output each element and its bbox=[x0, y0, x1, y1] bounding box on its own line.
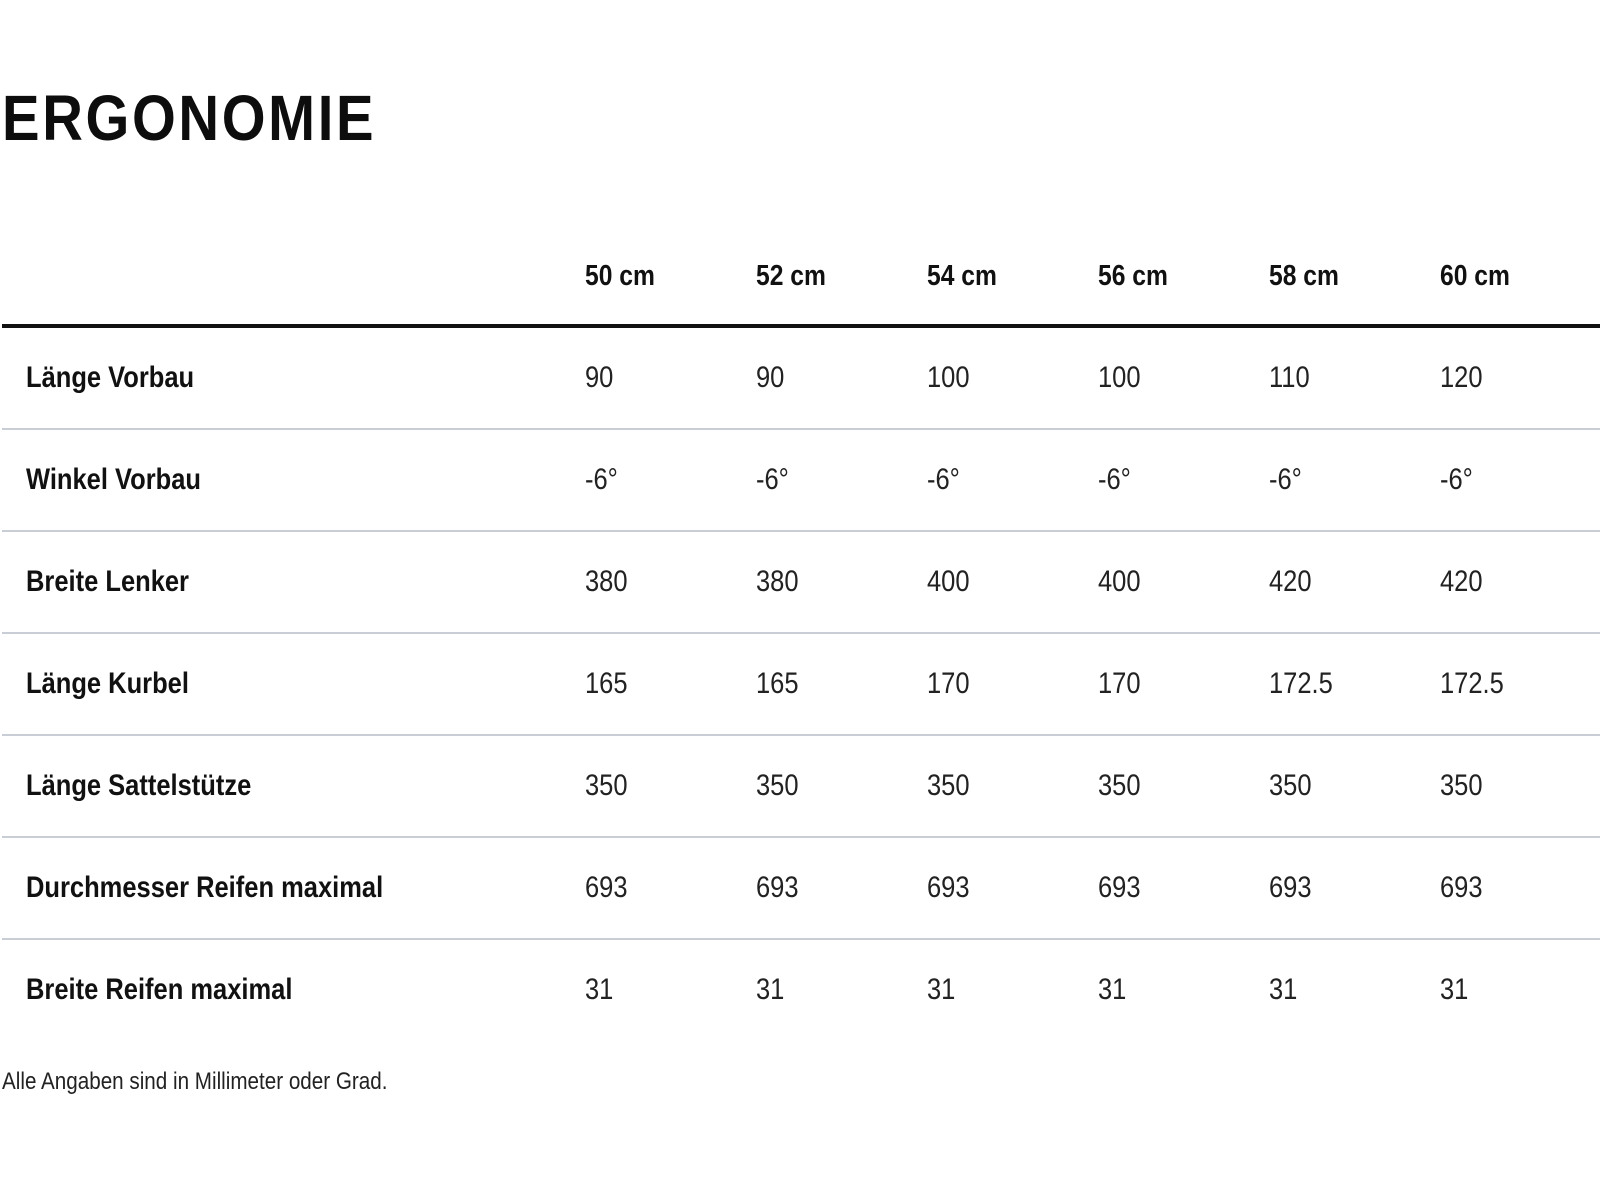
table-cell: 380 bbox=[585, 531, 756, 633]
header-label-cell bbox=[2, 228, 585, 326]
row-label: Länge Vorbau bbox=[2, 326, 585, 429]
table-cell: -6° bbox=[1440, 429, 1600, 531]
header-size-52: 52 cm bbox=[756, 228, 927, 326]
table-cell: 170 bbox=[1098, 633, 1269, 735]
table-cell: 350 bbox=[585, 735, 756, 837]
table-cell: 350 bbox=[1269, 735, 1440, 837]
table-cell: 420 bbox=[1440, 531, 1600, 633]
table-row bbox=[2, 837, 1600, 939]
table-header bbox=[2, 228, 1600, 326]
row-label: Breite Lenker bbox=[2, 531, 585, 633]
header-size-54: 54 cm bbox=[927, 228, 1098, 326]
table-cell: 380 bbox=[756, 531, 927, 633]
table-cell: 31 bbox=[585, 973, 614, 1006]
table-cell: -6° bbox=[585, 429, 756, 531]
header-size-50: 50 cm bbox=[585, 228, 756, 326]
table-cell: -6° bbox=[756, 429, 927, 531]
table-cell: 165 bbox=[756, 633, 927, 735]
table-cell: 350 bbox=[756, 735, 927, 837]
table-cell: 165 bbox=[585, 633, 756, 735]
table-body bbox=[2, 326, 1600, 1040]
table-cell: 170 bbox=[927, 633, 1098, 735]
table-cell: 31 bbox=[927, 973, 956, 1006]
table-row bbox=[2, 735, 1600, 837]
row-label: Länge Kurbel bbox=[2, 633, 585, 735]
header-size-56: 56 cm bbox=[1098, 228, 1269, 326]
row-label: Winkel Vorbau bbox=[2, 429, 585, 531]
table-cell: 110 bbox=[1269, 326, 1440, 429]
table-cell: 31 bbox=[1269, 973, 1298, 1006]
table-cell: 350 bbox=[1098, 735, 1269, 837]
table-cell: 31 bbox=[1440, 973, 1469, 1006]
table-cell: 100 bbox=[1098, 326, 1269, 429]
table-cell: 350 bbox=[927, 735, 1098, 837]
table-cell: 693 bbox=[756, 837, 927, 939]
table-cell: 172.5 bbox=[1269, 633, 1440, 735]
header-size-60: 60 cm bbox=[1440, 228, 1600, 326]
table-cell: -6° bbox=[1269, 429, 1440, 531]
table-cell: 693 bbox=[1440, 837, 1600, 939]
table-row bbox=[2, 429, 1600, 531]
table-cell: 693 bbox=[585, 837, 756, 939]
row-label: Länge Sattelstütze bbox=[2, 735, 585, 837]
ergonomics-table bbox=[2, 228, 1600, 1040]
table-cell: -6° bbox=[927, 429, 1098, 531]
header-row bbox=[2, 228, 1600, 326]
units-footnote: Alle Angaben sind in Millimeter oder Grad. bbox=[2, 1068, 388, 1095]
table-row bbox=[2, 939, 1600, 1040]
table-row bbox=[2, 326, 1600, 429]
table-cell: 120 bbox=[1440, 326, 1600, 429]
row-label: Durchmesser Reifen maximal bbox=[2, 837, 585, 939]
table-cell: 420 bbox=[1269, 531, 1440, 633]
table-cell: 693 bbox=[1098, 837, 1269, 939]
table-cell: 90 bbox=[585, 326, 756, 429]
header-size-58: 58 cm bbox=[1269, 228, 1440, 326]
table-cell: 693 bbox=[927, 837, 1098, 939]
table-row bbox=[2, 531, 1600, 633]
row-label: Breite Reifen maximal bbox=[26, 973, 293, 1006]
table-cell: 350 bbox=[1440, 735, 1600, 837]
table-cell: 693 bbox=[1269, 837, 1440, 939]
table-cell: 31 bbox=[756, 973, 785, 1006]
page-title: ERGONOMIE bbox=[2, 82, 377, 154]
table-cell: 400 bbox=[1098, 531, 1269, 633]
table-cell: 172.5 bbox=[1440, 633, 1600, 735]
table-cell: 31 bbox=[1098, 973, 1127, 1006]
table-cell: 90 bbox=[756, 326, 927, 429]
table-cell: 100 bbox=[927, 326, 1098, 429]
table-row bbox=[2, 633, 1600, 735]
table-cell: -6° bbox=[1098, 429, 1269, 531]
table-cell: 400 bbox=[927, 531, 1098, 633]
